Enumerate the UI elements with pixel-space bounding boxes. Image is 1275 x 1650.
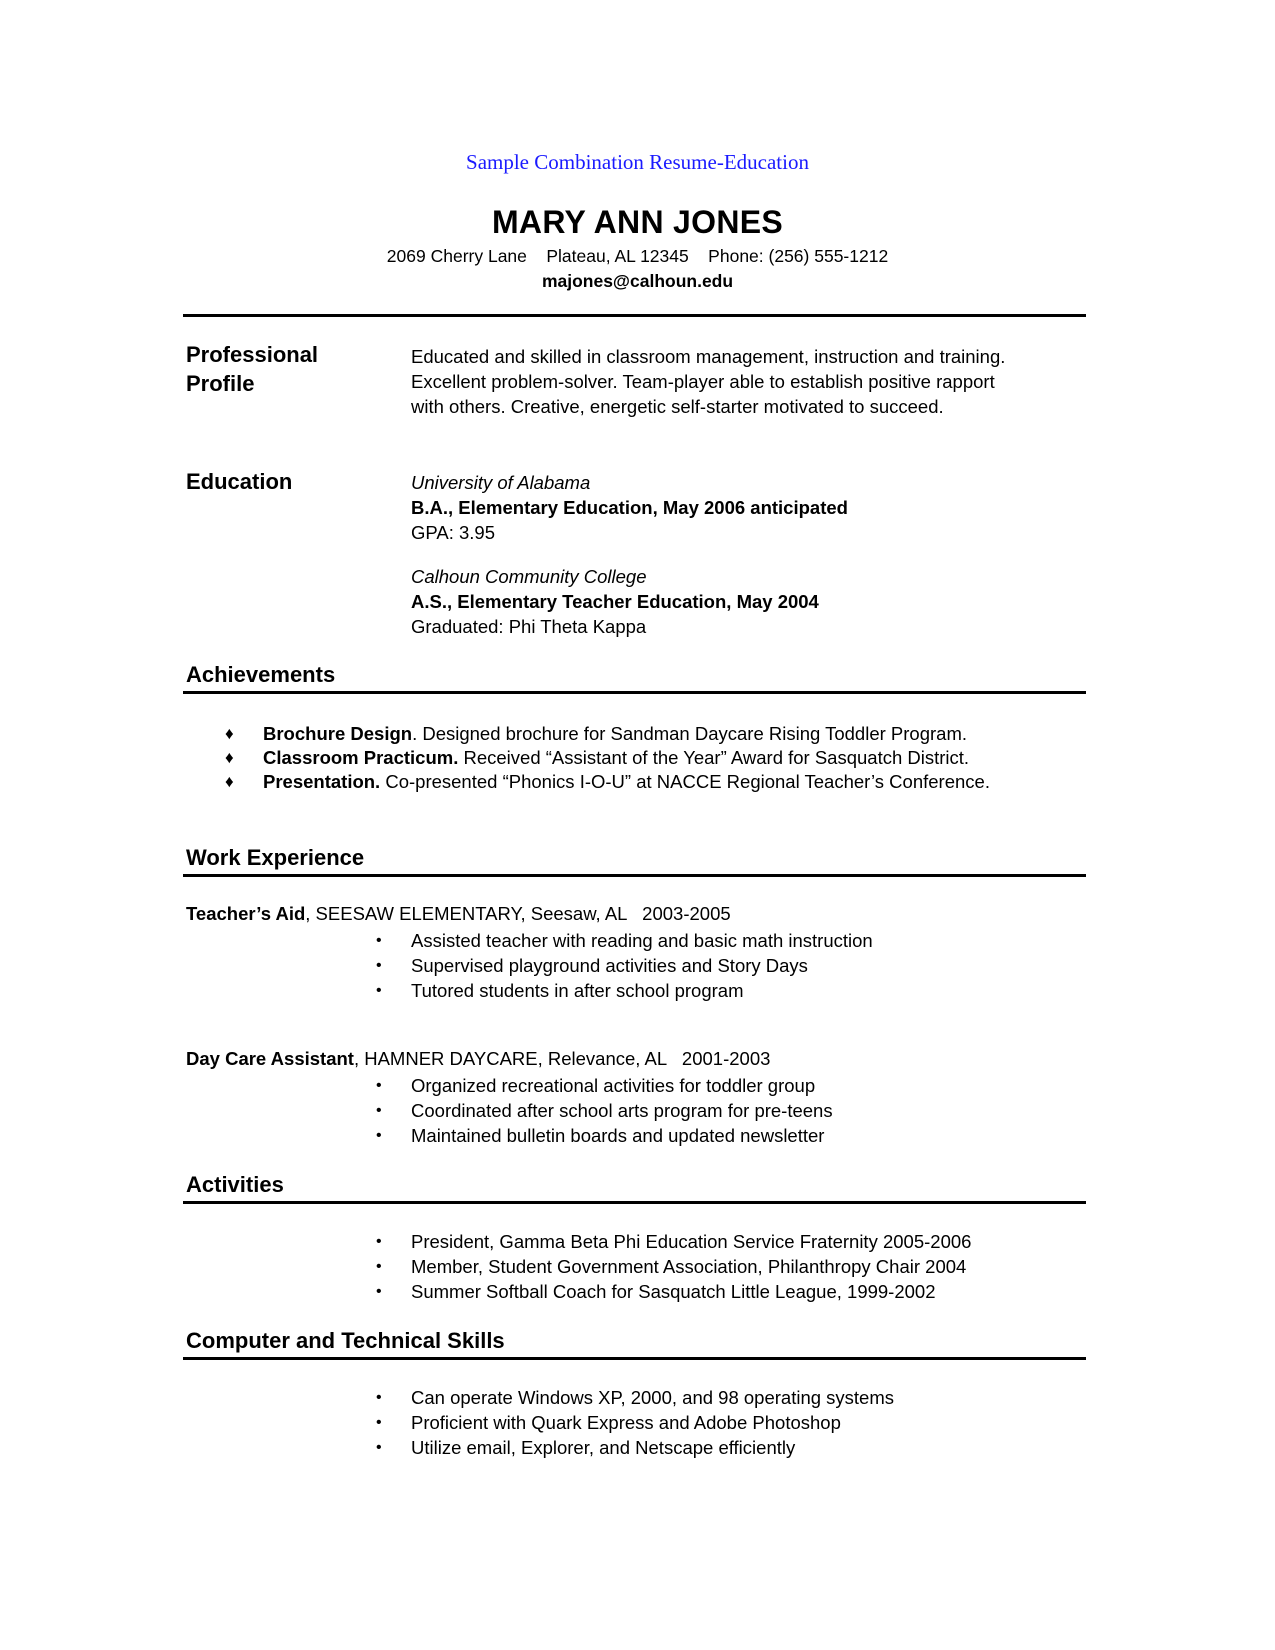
- job-details: , SEESAW ELEMENTARY, Seesaw, AL 2003-2005: [305, 903, 731, 924]
- achievement-text: Co-presented “Phonics I-O-U” at NACCE Regional Teacher’s Conference.: [380, 771, 990, 792]
- activities-heading: Activities: [186, 1172, 284, 1197]
- list-item: • Tutored students in after school program: [376, 980, 744, 1001]
- school-name: University of Alabama: [411, 472, 591, 493]
- education-heading: Education: [186, 469, 293, 494]
- achievement-text: Received “Assistant of the Year” Award for Sasquatch District.: [458, 747, 970, 768]
- education-note: GPA: 3.95: [411, 522, 495, 543]
- job-duties: [376, 928, 873, 1003]
- achievement-item: [225, 770, 990, 794]
- skills-list: [376, 1385, 894, 1460]
- list-item: • Organized recreational activities for toddler group: [376, 1075, 816, 1096]
- bullet-icon: •: [376, 982, 382, 999]
- skills-heading: Computer and Technical Skills: [186, 1328, 505, 1353]
- job-title: Day Care Assistant: [186, 1048, 354, 1069]
- list-item: • Can operate Windows XP, 2000, and 98 operating systems: [376, 1387, 895, 1408]
- header-divider: [183, 314, 1086, 317]
- degree: A.S., Elementary Teacher Education, May 2004: [411, 591, 819, 612]
- list-item: • Summer Softball Coach for Sasquatch Little League, 1999-2002: [376, 1281, 936, 1302]
- bullet-icon: •: [376, 1233, 382, 1250]
- achievement-title: Brochure Design: [263, 723, 413, 744]
- achievement-item: [225, 746, 990, 770]
- achievement-title: Presentation.: [263, 771, 381, 792]
- education-entry: [411, 564, 819, 639]
- list-item: • Supervised playground activities and Story Days: [376, 955, 808, 976]
- list-item: • Coordinated after school arts program for pre-teens: [376, 1100, 833, 1121]
- list-item: • Proficient with Quark Express and Adobe Photoshop: [376, 1412, 841, 1433]
- list-item: • Assisted teacher with reading and basic math instruction: [376, 930, 873, 951]
- work-heading: Work Experience: [186, 845, 365, 870]
- diamond-bullet-icon: ♦: [225, 724, 234, 743]
- bullet-icon: •: [376, 1077, 382, 1094]
- bullet-icon: •: [376, 932, 382, 949]
- profile-text: [411, 344, 1005, 419]
- diamond-bullet-icon: ♦: [225, 748, 234, 767]
- diamond-bullet-icon: ♦: [225, 772, 234, 791]
- education-entry: [411, 470, 848, 545]
- bullet-icon: •: [376, 957, 382, 974]
- achievement-text: . Designed brochure for Sandman Daycare Rising Toddler Program.: [412, 723, 967, 744]
- job-details: , HAMNER DAYCARE, Relevance, AL 2001-2003: [353, 1048, 771, 1069]
- applicant-name: MARY ANN JONES: [491, 204, 784, 240]
- achievements-heading: Achievements: [186, 662, 336, 687]
- bullet-icon: •: [376, 1102, 382, 1119]
- job-header: [186, 903, 731, 925]
- activities-divider: [183, 1201, 1086, 1204]
- degree: B.A., Elementary Education, May 2006 anticipated: [411, 497, 848, 518]
- achievement-title: Classroom Practicum.: [263, 747, 459, 768]
- bullet-icon: •: [376, 1258, 382, 1275]
- bullet-icon: •: [376, 1414, 382, 1431]
- profile-line: with others. Creative, energetic self-starter motivated to succeed.: [411, 396, 944, 417]
- bullet-icon: •: [376, 1389, 382, 1406]
- bullet-icon: •: [376, 1439, 382, 1456]
- profile-heading: Professional Profile: [186, 342, 319, 396]
- achievements-divider: [183, 691, 1086, 694]
- bullet-icon: •: [376, 1127, 382, 1144]
- contact-line: 2069 Cherry Lane Plateau, AL 12345 Phone: (256) 555-1212: [386, 246, 889, 266]
- job-header: [186, 1048, 770, 1070]
- job-title: Teacher’s Aid: [186, 903, 306, 924]
- list-item: • Maintained bulletin boards and updated newsletter: [376, 1125, 825, 1146]
- profile-line: Excellent problem-solver. Team-player able to establish positive rapport: [411, 371, 995, 392]
- bullet-icon: •: [376, 1283, 382, 1300]
- profile-line: Educated and skilled in classroom management, instruction and training.: [411, 346, 1006, 367]
- achievement-item: [225, 722, 990, 746]
- education-note: Graduated: Phi Theta Kappa: [411, 616, 647, 637]
- list-item: • Member, Student Government Association, Philanthropy Chair 2004: [376, 1256, 967, 1277]
- list-item: • Utilize email, Explorer, and Netscape efficiently: [376, 1437, 796, 1458]
- work-divider: [183, 874, 1086, 877]
- list-item: • President, Gamma Beta Phi Education Service Fraternity 2005-2006: [376, 1231, 972, 1252]
- achievements-list: [225, 722, 990, 794]
- document-title: Sample Combination Resume-Education: [466, 150, 809, 174]
- activities-list: [376, 1229, 971, 1304]
- email-address: majones@calhoun.edu: [541, 271, 734, 291]
- skills-divider: [183, 1357, 1086, 1360]
- job-duties: [376, 1073, 833, 1148]
- school-name: Calhoun Community College: [411, 566, 647, 587]
